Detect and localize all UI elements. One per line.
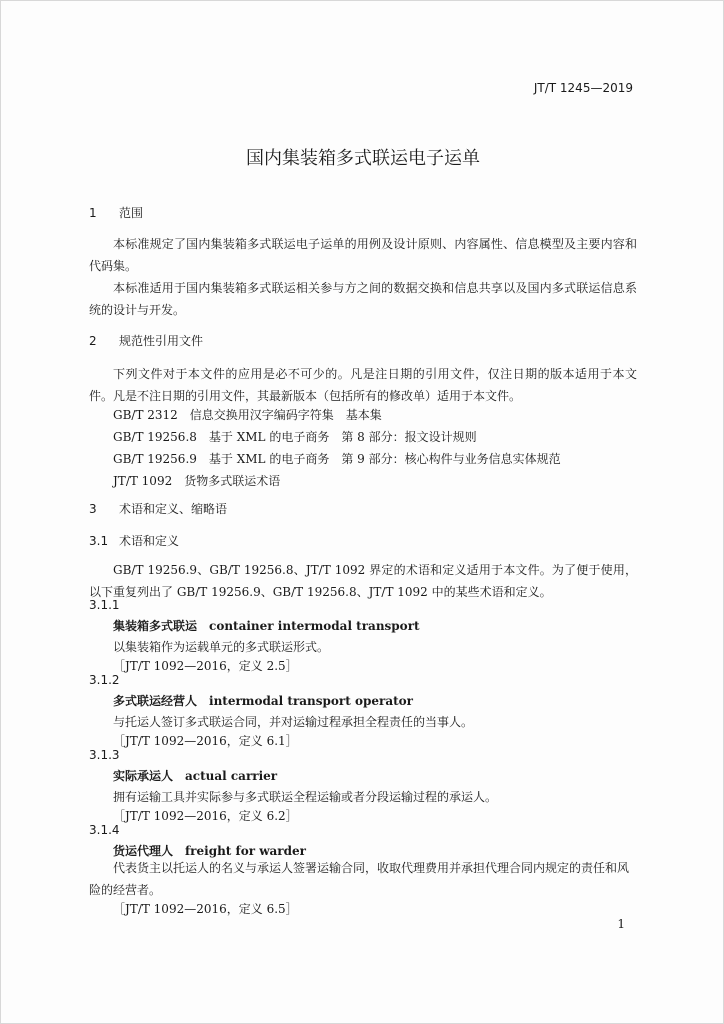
reference-item: JT/T 1092 货物多式联运术语 xyxy=(113,474,281,488)
term-zh: 多式联运经营人 xyxy=(113,694,198,708)
term-en: intermodal transport operator xyxy=(209,694,413,708)
term-source: ［JT/T 1092—2016，定义 6.1］ xyxy=(113,734,298,748)
term-number: 3.1.1 xyxy=(89,598,120,612)
term-heading xyxy=(113,617,420,634)
term-source: ［JT/T 1092—2016，定义 6.5］ xyxy=(113,902,298,916)
page-number: 1 xyxy=(617,917,625,931)
subsection-3-1-paragraph: GB/T 19256.9、GB/T 19256.8、JT/T 1092 界定的术语和定义适用于本文件。为了便于使用，以下重复列出了 GB/T 19256.9、GB/T 19256.8、JT/T 1092 中的某些术语和定义。 xyxy=(89,563,637,599)
section-title: 范围 xyxy=(119,206,144,220)
term-source: ［JT/T 1092—2016，定义 6.2］ xyxy=(113,809,298,823)
term-source: ［JT/T 1092—2016，定义 2.5］ xyxy=(113,659,298,673)
section-1-heading xyxy=(89,204,143,221)
term-zh: 实际承运人 xyxy=(113,769,174,783)
term-definition: 以集装箱作为运载单元的多式联运形式。 xyxy=(113,640,330,654)
section-1-paragraph-1: 本标准规定了国内集装箱多式联运电子运单的用例及设计原则、内容属性、信息模型及主要内容和代码集。 xyxy=(89,237,637,273)
term-heading xyxy=(113,767,277,784)
term-number: 3.1.3 xyxy=(89,748,120,762)
term-number: 3.1.2 xyxy=(89,673,120,687)
term-en: container intermodal transport xyxy=(209,619,420,633)
section-title: 术语和定义、缩略语 xyxy=(119,502,228,516)
reference-item: GB/T 2312 信息交换用汉字编码字符集 基本集 xyxy=(113,408,382,422)
document-title: 国内集装箱多式联运电子运单 xyxy=(246,148,480,169)
term-zh: 集装箱多式联运 xyxy=(113,619,198,633)
reference-item: GB/T 19256.8 基于 XML 的电子商务 第 8 部分：报文设计规则 xyxy=(113,430,477,444)
section-2-heading xyxy=(89,332,203,349)
section-title: 规范性引用文件 xyxy=(119,334,204,348)
reference-item: GB/T 19256.9 基于 XML 的电子商务 第 9 部分：核心构件与业务信息实体规范 xyxy=(113,452,561,466)
section-1-paragraph-2: 本标准适用于国内集装箱多式联运相关参与方之间的数据交换和信息共享以及国内多式联运信息系统的设计与开发。 xyxy=(89,281,637,317)
section-number: 2 xyxy=(89,334,97,348)
term-en: actual carrier xyxy=(185,769,278,783)
section-3-heading xyxy=(89,500,227,517)
section-2-paragraph: 下列文件对于本文件的应用是必不可少的。凡是注日期的引用文件，仅注日期的版本适用于本文件。凡是不注日期的引用文件，其最新版本（包括所有的修改单）适用于本文件。 xyxy=(89,367,637,403)
term-heading xyxy=(113,692,413,709)
term-definition: 与托运人签订多式联运合同，并对运输过程承担全程责任的当事人。 xyxy=(113,715,474,729)
subsection-3-1-heading xyxy=(89,532,179,549)
subsection-number: 3.1 xyxy=(89,534,109,548)
section-number: 3 xyxy=(89,502,97,516)
standard-number: JT/T 1245—2019 xyxy=(533,81,633,95)
term-number: 3.1.4 xyxy=(89,823,120,837)
term-definition: 代表货主以托运人的名义与承运人签署运输合同，收取代理费用并承担代理合同内规定的责任和风险的经营者。 xyxy=(89,861,630,897)
section-number: 1 xyxy=(89,206,97,220)
term-definition: 拥有运输工具并实际参与多式联运全程运输或者分段运输过程的承运人。 xyxy=(113,790,498,804)
term-zh: 货运代理人 xyxy=(113,844,174,858)
term-en: freight for warder xyxy=(185,844,306,858)
subsection-title: 术语和定义 xyxy=(119,534,180,548)
